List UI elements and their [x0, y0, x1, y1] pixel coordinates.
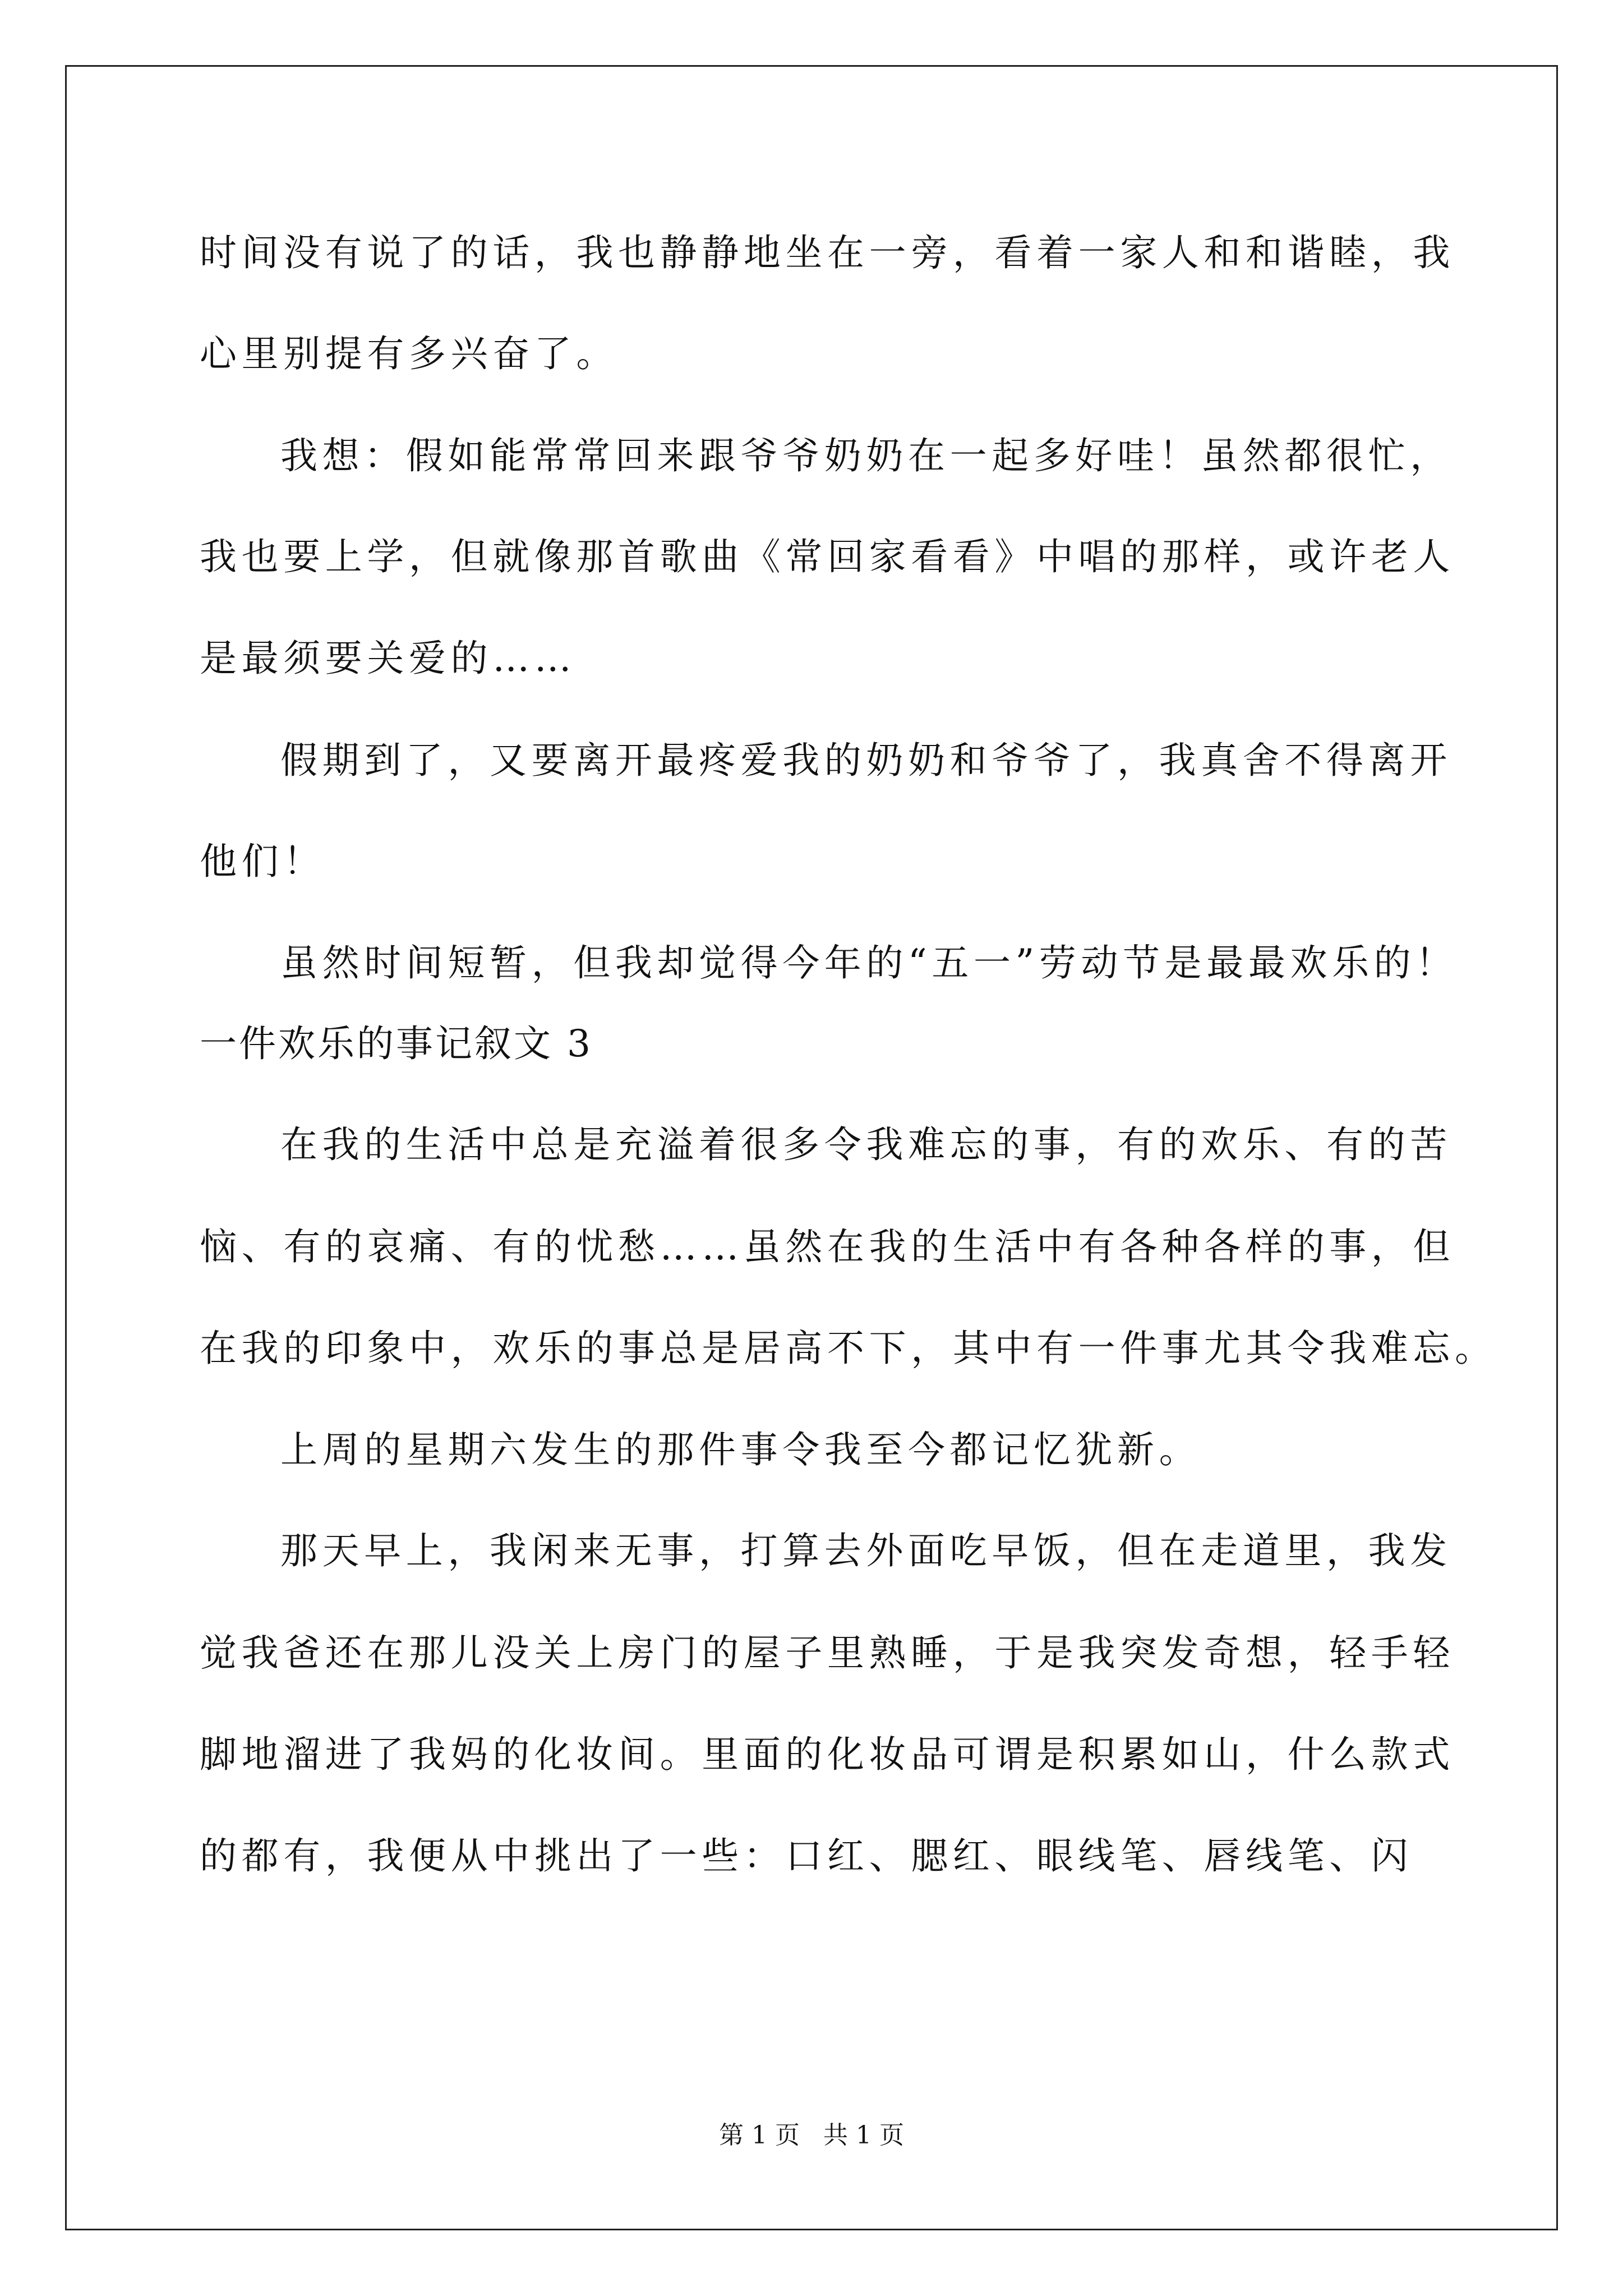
text-line: 脚地溜进了我妈的化妆间。里面的化妆品可谓是积累如山，什么款式 [200, 1733, 1455, 1776]
text-line: 的都有，我便从中挑出了一些：口红、腮红、眼线笔、唇线笔、闪 [200, 1834, 1413, 1878]
text-line: 假期到了，又要离开最疼爱我的奶奶和爷爷了，我真舍不得离开 [280, 739, 1452, 782]
text-line: 时间没有说了的话，我也静静地坐在一旁，看着一家人和和谐睦，我 [200, 231, 1455, 274]
text-line: 在我的生活中总是充溢着很多令我难忘的事，有的欢乐、有的苦 [280, 1123, 1452, 1166]
page-number-footer: 第 1 页 共 1 页 [719, 2121, 904, 2150]
text-line: 我想：假如能常常回来跟爷爷奶奶在一起多好哇！虽然都很忙， [280, 434, 1452, 477]
text-line: 心里别提有多兴奋了。 [200, 332, 618, 375]
text-line: 那天早上，我闲来无事，打算去外面吃早饭，但在走道里，我发 [280, 1529, 1452, 1572]
text-line: 虽然时间短暂，但我却觉得今年的“五一”劳动节是最最欢乐的！ [280, 941, 1458, 984]
text-line: 是最须要关爱的…… [200, 637, 577, 680]
text-line: 我也要上学，但就像那首歌曲《常回家看看》中唱的那样，或许老人 [200, 535, 1455, 578]
text-line: 在我的印象中，欢乐的事总是居高不下，其中有一件事尤其令我难忘。 [200, 1327, 1497, 1370]
section-heading: 一件欢乐的事记叙文 3 [200, 1022, 593, 1065]
text-line: 他们！ [200, 840, 325, 883]
text-line: 恼、有的哀痛、有的忧愁……虽然在我的生活中有各种各样的事，但 [200, 1225, 1455, 1268]
text-line: 觉我爸还在那儿没关上房门的屋子里熟睡，于是我突发奇想，轻手轻 [200, 1631, 1455, 1674]
text-line: 上周的星期六发生的那件事令我至今都记忆犹新。 [280, 1428, 1201, 1471]
